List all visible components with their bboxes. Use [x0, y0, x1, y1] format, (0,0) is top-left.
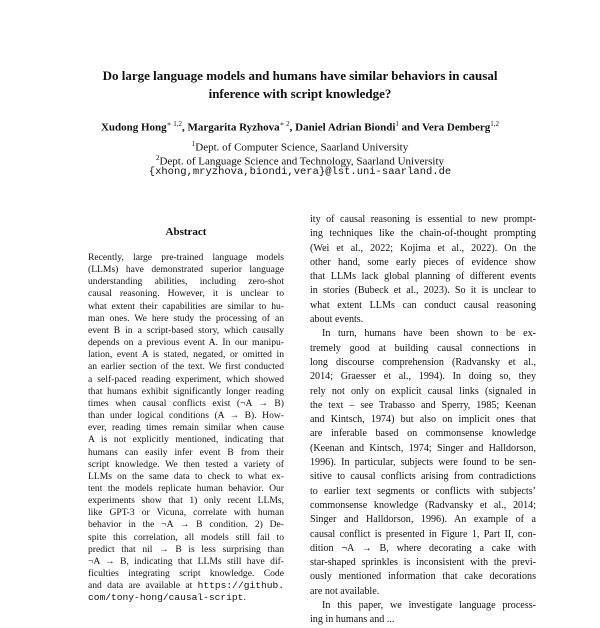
body-text-line: to earlier text segments or conflicts with subjects’: [310, 485, 536, 497]
abstract-line: Recently, large pre-trained language models: [88, 252, 284, 263]
body-text-line: In turn, humans have been shown to be ex-: [322, 328, 536, 340]
author-affiliation-mark: ∗ 1,2: [166, 120, 182, 128]
body-text-line: are inferable based on commonsense knowledge: [310, 428, 536, 440]
author-emails: {xhong,mryzhova,biondi,vera}@lst.uni-saarland.de: [148, 166, 452, 178]
body-text-line: sitive to causal conflicts arising from contradictions: [310, 471, 536, 483]
body-text-line: long discourse comprehension (Radvansky et al.,: [310, 356, 536, 368]
body-text-line: are not available.: [310, 585, 380, 597]
body-text-line: In this paper, we investigate language process-: [322, 600, 536, 612]
body-text-line: (Keenan and Kintsch, 1974; Singer and Halldorson,: [310, 442, 536, 454]
abstract-line: lation, event A is stated, negated, or omitted in: [88, 349, 284, 361]
code-url[interactable]: com/tony-hong/causal-script: [88, 592, 244, 604]
author-name: Margarita Ryzhova: [187, 121, 280, 134]
abstract-line: an earlier section of the text. We first conducted: [88, 361, 284, 373]
abstract-line: LLMs on the same data to check to what ex-: [88, 470, 284, 482]
abstract-line: like GPT-3 or Vicuna, correlate with human: [88, 507, 284, 519]
title-line-1: Do large language models and humans have similar behaviors in causal: [102, 68, 498, 83]
body-text-line: causal conflict is presented in Figure 1, Part II, con-: [310, 528, 536, 540]
affiliation-mark: 1: [191, 140, 196, 148]
body-text-line: the text – see Trabasso and Sperry, 1985; Keenan: [310, 399, 536, 411]
body-text-line: dition ¬A → B, where decorating a cake with: [310, 542, 536, 554]
body-text-line: that LLMs lack global planning of different events: [310, 271, 536, 283]
body-text-line: 1996). In particular, subjects were found to be sen-: [310, 457, 536, 469]
author-name: Daniel Adrian Biondi: [295, 121, 396, 134]
abstract-line: depends on a previous event A. In our manipu-: [88, 337, 284, 349]
body-text-line: other hand, some early pieces of evidence show: [310, 256, 536, 268]
author-separator-last: and: [398, 121, 422, 134]
abstract-line: than under logical conditions (A → B). How-: [88, 410, 284, 422]
author-separator: ,: [289, 121, 296, 134]
body-text-line: (Wei et al., 2022; Kojima et al., 2022). On the: [310, 242, 536, 254]
body-text-line: commonsense knowledge (Radvansky et al., 2014;: [310, 499, 536, 511]
body-text-line: ously mentioned information that cake decorations: [310, 571, 536, 583]
abstract-line: humans can easily infer event B from their: [88, 446, 284, 458]
body-text-line: ing techniques like the chain-of-thought prompting: [310, 228, 536, 240]
abstract-line: tent the models replicate human behavior. Our: [88, 482, 284, 494]
author-affiliation-mark: 1,2: [490, 120, 500, 128]
author-affiliation-mark: 1: [395, 120, 399, 128]
body-text-line: ing in humans and ...: [310, 614, 395, 626]
author-list: [0, 117, 600, 135]
body-text-line: in stories (Bubeck et al., 2023). So it is unclear to: [310, 285, 536, 297]
affiliation-text: Dept. of Computer Science, Saarland University: [195, 141, 409, 154]
body-text-line: and Kintsch, 1974) but also on implicit ones that: [310, 414, 536, 426]
body-text-line: 2014; Graesser et al., 1994). In doing so, they: [310, 371, 536, 383]
body-text-line: Singer and Halldorson, 1996). An example of a: [310, 514, 536, 526]
title-line-2: inference with script knowledge?: [208, 86, 392, 101]
abstract-line: ¬A → B, indicating that LLMs still have dif-: [88, 555, 284, 567]
body-text-line: what extent LLMs can conduct causal reasoning: [310, 299, 536, 311]
code-url[interactable]: https://github.: [197, 580, 284, 592]
affiliation-text: Dept. of Language Science and Technology, Saarland University: [159, 155, 445, 168]
author-affiliation-mark: ∗ 2: [279, 120, 290, 128]
abstract-line: that humans exhibit significantly longer reading: [88, 385, 284, 397]
abstract-line: man ones. We here study the processing of an: [88, 312, 284, 324]
abstract-line: what extent their capabilities are similar to hu-: [88, 300, 284, 312]
abstract-body: [88, 252, 284, 605]
affiliation-mark: 2: [155, 154, 160, 162]
author-separator: ,: [181, 121, 188, 134]
abstract-line: (LLMs) have demonstrated superior language: [88, 264, 284, 276]
author-name: Vera Demberg: [421, 121, 491, 134]
abstract-line: predict that nil → B is less surprising than: [88, 543, 284, 555]
body-text-line: rely not only on explicit causal links (signaled in: [310, 385, 536, 397]
body-text-line: ity of causal reasoning is essential to new prompt-: [310, 214, 536, 225]
abstract-line: script knowledge. We then tested a variety of: [88, 458, 284, 470]
abstract-line: ever, reading times remain similar when cause: [88, 422, 284, 434]
body-text-line: tremely good at building causal connections in: [310, 342, 536, 354]
introduction-column-text: [310, 213, 536, 628]
abstract-line: a self-paced reading experiment, which showed: [88, 373, 284, 385]
paper-title: [0, 67, 600, 103]
author-name: Xudong Hong: [100, 121, 167, 134]
abstract-line: A is not explicitly mentioned, indicating that: [88, 434, 284, 446]
abstract-line: spite this correlation, all models still fail to: [88, 531, 284, 543]
abstract-line: behavior in the ¬A → B condition. 2) De-: [88, 519, 284, 531]
abstract-line: experiments show that 1) only recent LLMs,: [88, 495, 284, 507]
body-text-line: about events.: [310, 314, 364, 326]
body-text-line: star-shaped sprinkles is inconsistent with the previ-: [310, 557, 536, 569]
abstract-line: times when causal conflicts exist (¬A → B): [88, 397, 284, 409]
abstract-line: ficulties integrating script knowledge. Code: [88, 568, 284, 580]
abstract-line: com/tony-hong/causal-script.: [88, 592, 246, 604]
abstract-line: and data are available at https://github.: [88, 580, 284, 592]
abstract-line: causal reasoning. However, it is unclear to: [88, 288, 284, 300]
abstract-line: event B in a script-based story, which causally: [88, 324, 284, 336]
abstract-heading: Abstract: [165, 226, 207, 238]
abstract-line: understanding abilities, including zero-shot: [88, 276, 284, 288]
